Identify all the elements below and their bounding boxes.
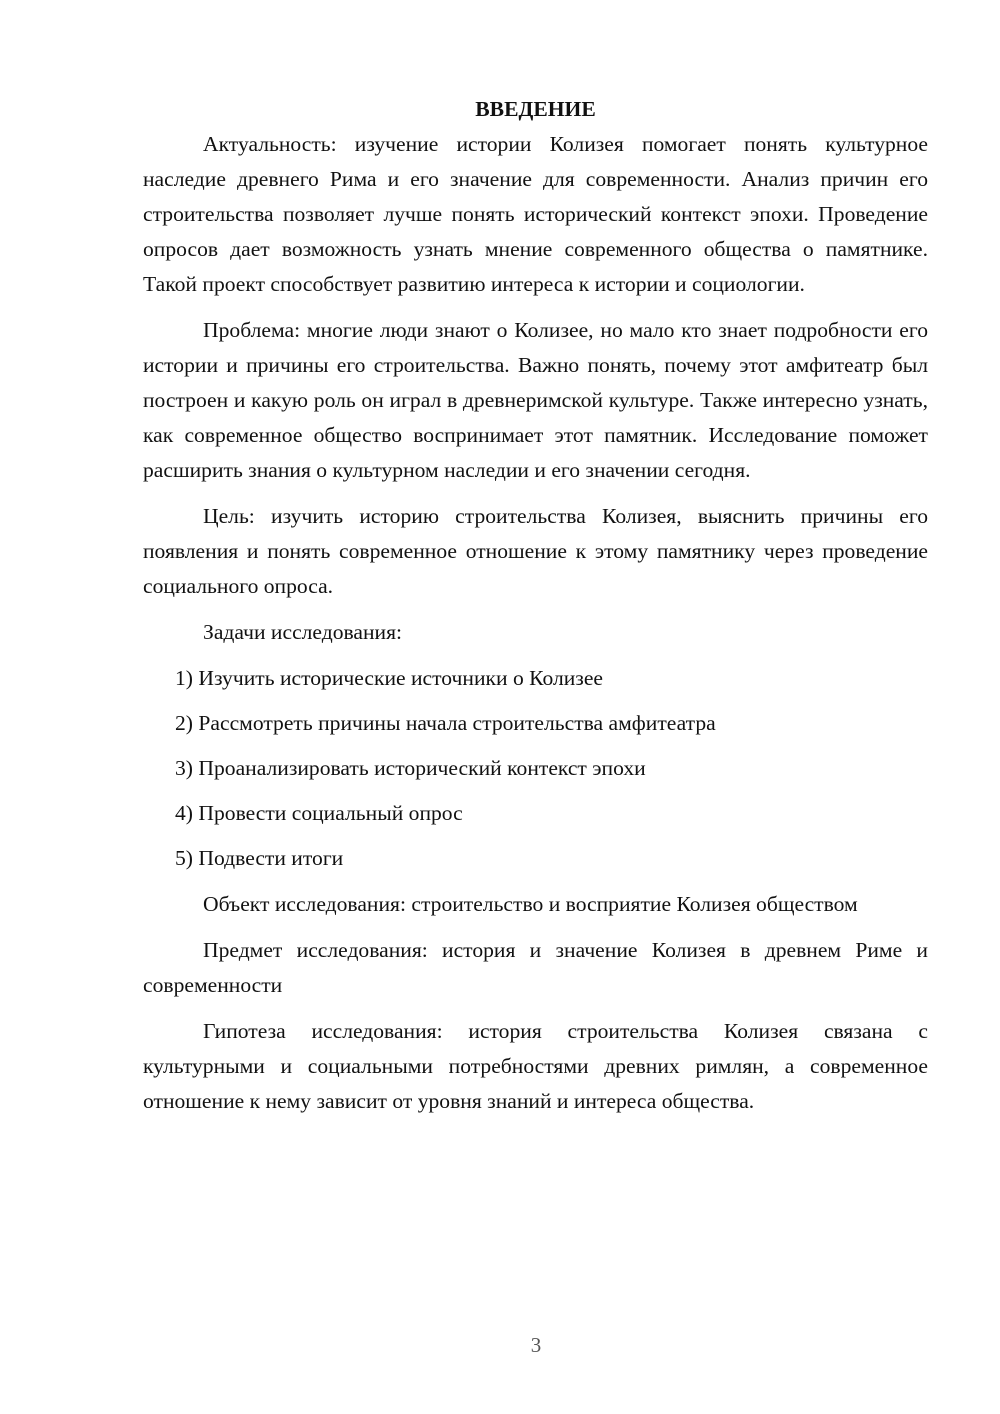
subject-paragraph: Предмет исследования: история и значение Колизея в древнем Риме и современности xyxy=(143,938,928,997)
page-number: 3 xyxy=(530,1333,542,1357)
hypothesis-paragraph: Гипотеза исследования: история строительства Колизея связана с культурными и социальными потребностями древних римлян, а современное отношение к нему зависит от уровня знаний и интереса общества. xyxy=(143,1019,928,1113)
task-item-2: 2) Рассмотреть причины начала строительства амфитеатра xyxy=(175,711,716,735)
relevance-paragraph: Актуальность: изучение истории Колизея помогает понять культурное наследие древнего Рима и его значение для современности. Анализ причин его строительства позволяет лучше понять исторический контекст эпохи. Проведение опросов дает возможность узнать мнение современного общества о памятнике. Такой проект способствует развитию интереса к истории и социологии. xyxy=(143,132,928,296)
tasks-list xyxy=(143,661,928,876)
problem-paragraph: Проблема: многие люди знают о Колизее, но мало кто знает подробности его истории и причины его строительства. Важно понять, почему этот амфитеатр был построен и какую роль он играл в древнеримской культуре. Также интересно узнать, как современное общество воспринимает этот памятник. Исследование поможет расширить знания о культурном наследии и его значении сегодня. xyxy=(143,318,928,482)
task-item-3: 3) Проанализировать исторический контекст эпохи xyxy=(175,756,646,780)
document-page xyxy=(143,92,928,1130)
section-heading: ВВЕДЕНИЕ xyxy=(475,97,596,121)
goal-paragraph: Цель: изучить историю строительства Колизея, выяснить причины его появления и понять современное отношение к этому памятнику через проведение социального опроса. xyxy=(143,504,928,598)
object-paragraph: Объект исследования: строительство и восприятие Колизея обществом xyxy=(203,892,858,916)
task-item-5: 5) Подвести итоги xyxy=(175,846,344,870)
tasks-title: Задачи исследования: xyxy=(203,620,403,644)
task-item-1: 1) Изучить исторические источники о Колизее xyxy=(175,666,604,690)
task-item-4: 4) Провести социальный опрос xyxy=(175,801,463,825)
